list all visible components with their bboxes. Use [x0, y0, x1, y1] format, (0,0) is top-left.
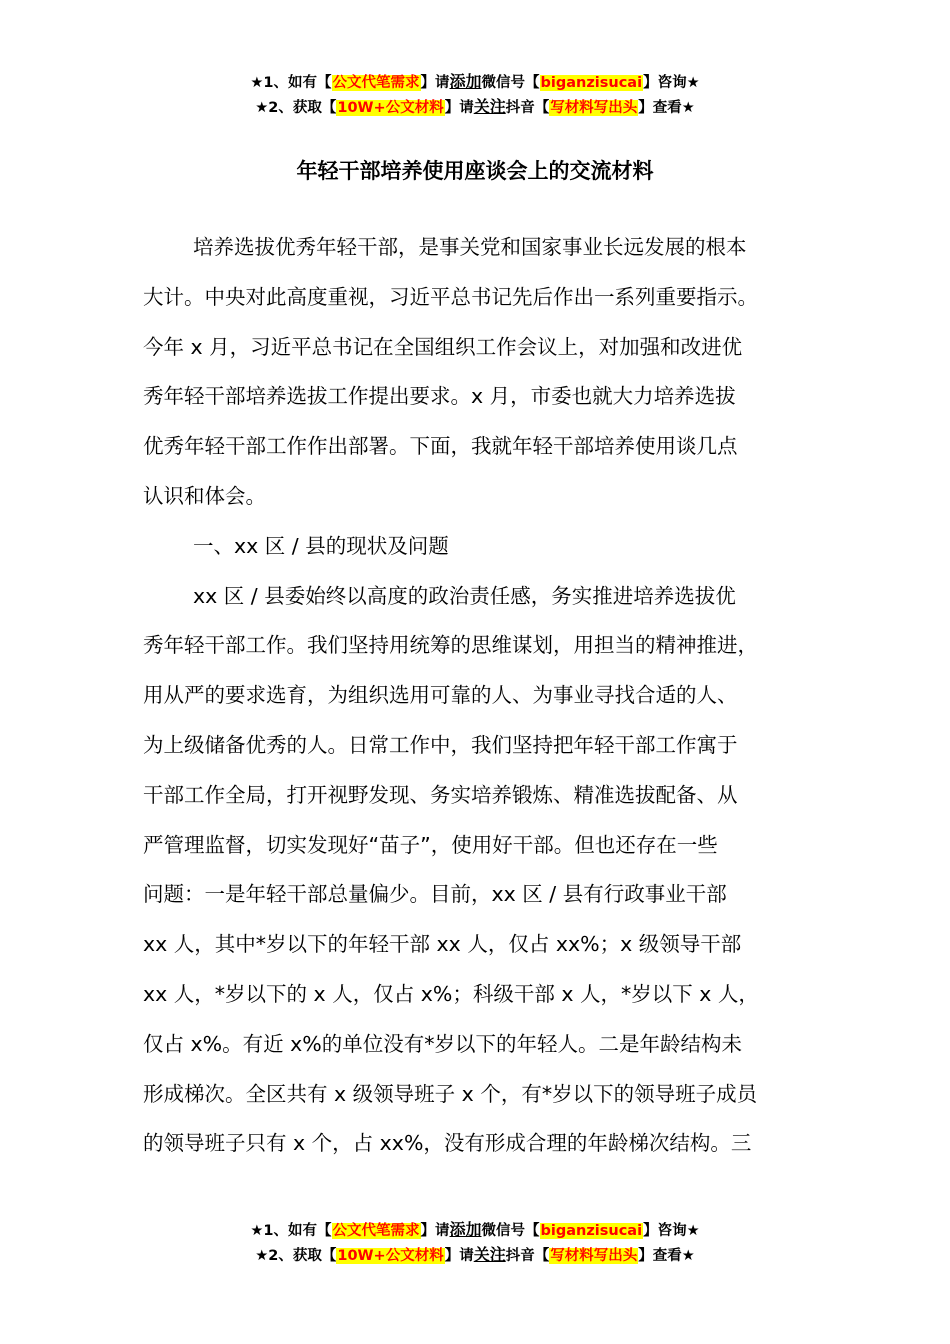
body-line: xx 人，其中*岁以下的年轻干部 xx 人，仅占 xx%；x 级领导干部: [143, 932, 742, 957]
promo-highlight-need: 公文代笔需求: [332, 75, 420, 91]
promo-line2-mid1: 】请: [444, 1248, 474, 1264]
body-line: 严管理监督，切实发现好“苗子”，使用好干部。但也还存在一些: [143, 832, 718, 857]
body-line: 问题：一是年轻干部总量偏少。目前，xx 区 / 县有行政事业干部: [143, 882, 727, 907]
promo-line1-suffix: 】咨询★: [643, 75, 700, 91]
promo-line2-emph: 关注: [473, 1245, 506, 1264]
promo-highlight-wechat: biganzisucai: [540, 75, 643, 91]
promo-line1-mid2: 微信号【: [481, 75, 540, 91]
body-line: 为上级储备优秀的人。日常工作中，我们坚持把年轻干部工作寓于: [143, 732, 738, 757]
promo-line2-emph: 关注: [473, 97, 506, 116]
promo-line-1: [0, 1217, 950, 1242]
body-line: 用从严的要求选育，为组织选用可靠的人、为事业寻找合适的人、: [143, 683, 738, 708]
body-line: 干部工作全局，打开视野发现、务实培养锻炼、精准选拔配备、从: [143, 782, 738, 807]
body-line: xx 人，*岁以下的 x 人，仅占 x%；科级干部 x 人，*岁以下 x 人，: [143, 981, 759, 1006]
promo-line1-prefix: ★1、如有【: [250, 1223, 332, 1239]
body-line: 大计。中央对此高度重视，习近平总书记先后作出一系列重要指示。: [143, 284, 758, 309]
promo-line1-suffix: 】咨询★: [643, 1223, 700, 1239]
section-heading: 一、xx 区 / 县的现状及问题: [193, 533, 449, 558]
promo-line-2: [0, 1242, 950, 1267]
promo-banner-bottom: [0, 1217, 950, 1267]
body-line: 形成梯次。全区共有 x 级领导班子 x 个，有*岁以下的领导班子成员: [143, 1081, 758, 1106]
promo-line2-prefix: ★2、获取【: [255, 1248, 337, 1264]
promo-highlight-douyin: 写材料写出头: [550, 100, 638, 116]
promo-line1-mid1: 】请: [420, 1223, 450, 1239]
promo-line1-mid2: 微信号【: [481, 1223, 540, 1239]
promo-line1-emph: 添加: [449, 1220, 482, 1239]
promo-line-2: [0, 94, 950, 119]
body-line: xx 区 / 县委始终以高度的政治责任感，务实推进培养选拔优: [193, 583, 736, 608]
promo-highlight-materials: 10W+公文材料: [337, 100, 444, 116]
promo-highlight-need: 公文代笔需求: [332, 1223, 420, 1239]
document-title: 年轻干部培养使用座谈会上的交流材料: [296, 159, 654, 183]
promo-line-1: [0, 69, 950, 94]
promo-line2-mid2: 抖音【: [505, 1248, 550, 1264]
promo-line2-suffix: 】查看★: [638, 100, 695, 116]
promo-line1-prefix: ★1、如有【: [250, 75, 332, 91]
promo-highlight-materials: 10W+公文材料: [337, 1248, 444, 1264]
promo-line2-mid2: 抖音【: [505, 100, 550, 116]
promo-highlight-douyin: 写材料写出头: [550, 1248, 638, 1264]
promo-line2-suffix: 】查看★: [638, 1248, 695, 1264]
body-line: 认识和体会。: [143, 483, 266, 508]
promo-line1-emph: 添加: [449, 72, 482, 91]
body-line: 仅占 x%。有近 x%的单位没有*岁以下的年轻人。二是年龄结构未: [143, 1031, 743, 1056]
promo-line1-mid1: 】请: [420, 75, 450, 91]
body-line: 今年 x 月，习近平总书记在全国组织工作会议上，对加强和改进优: [143, 334, 743, 359]
body-line: 培养选拔优秀年轻干部，是事关党和国家事业长远发展的根本: [193, 235, 747, 259]
promo-line2-mid1: 】请: [444, 100, 474, 116]
document-body: [143, 223, 811, 1169]
body-line: 的领导班子只有 x 个，占 xx%，没有形成合理的年龄梯次结构。三: [143, 1131, 752, 1156]
promo-highlight-wechat: biganzisucai: [540, 1223, 643, 1239]
promo-banner-top: [0, 69, 950, 119]
promo-line2-prefix: ★2、获取【: [255, 100, 337, 116]
body-line: 优秀年轻干部工作作出部署。下面，我就年轻干部培养使用谈几点: [143, 434, 738, 459]
body-line: 秀年轻干部工作。我们坚持用统筹的思维谋划，用担当的精神推进，: [143, 633, 758, 658]
body-line: 秀年轻干部培养选拔工作提出要求。x 月，市委也就大力培养选拔: [143, 384, 736, 409]
